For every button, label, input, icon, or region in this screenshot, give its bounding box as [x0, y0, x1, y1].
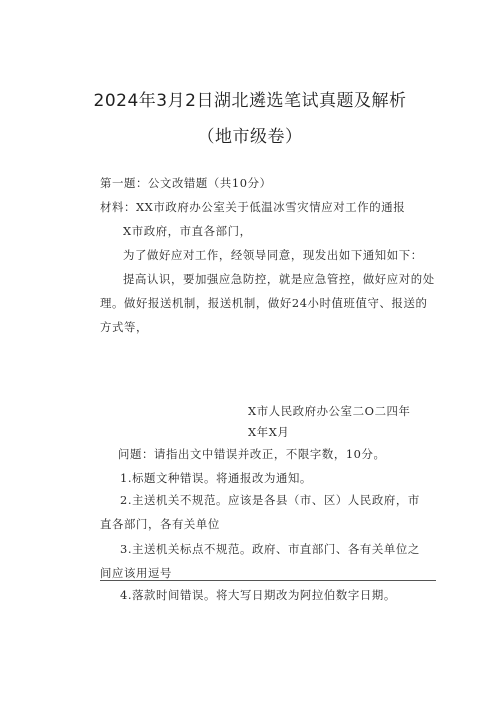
answer-item: 4.落款时间错误。将大写日期改为阿拉伯数字日期。: [120, 588, 396, 602]
answer-item: 3.主送机关标点不规范。政府、市直部门、各有关单位之间应该用逗号: [100, 542, 420, 580]
material-title: 材料：XX市政府办公室关于低温冰雪灾情应对工作的通报: [100, 200, 406, 214]
body-paragraph: 提高认识，要加强应急防控，就是应急管控，做好应对的处理。做好报送机制，报送机制，做好24小时值班值守、报送的方式等，: [100, 272, 435, 334]
question-text: 问题：请指出文中错误并改正，不限字数，10分。: [118, 447, 386, 461]
intro-line: 为了做好应对工作，经领导同意，现发出如下通知如下：: [123, 248, 423, 262]
answer-item: 2.主送机关不规范。应该是各县（市、区）人民政府，市直各部门，各有关单位: [100, 493, 420, 531]
addressee-line: X市政府，市直各部门，: [123, 224, 252, 238]
document-subtitle: （地市级卷）: [197, 127, 303, 147]
divider-line: [100, 580, 436, 581]
signature-date: X年X月: [248, 425, 290, 439]
question-heading: 第一题：公文改错题（共10分）: [100, 176, 272, 190]
answer-item: 1.标题文种错误。将通报改为通知。: [120, 471, 312, 485]
document-title: 2024年3月2日湖北遴选笔试真题及解析: [93, 91, 407, 111]
signature-line: X市人民政府办公室二O二四年: [248, 404, 411, 418]
